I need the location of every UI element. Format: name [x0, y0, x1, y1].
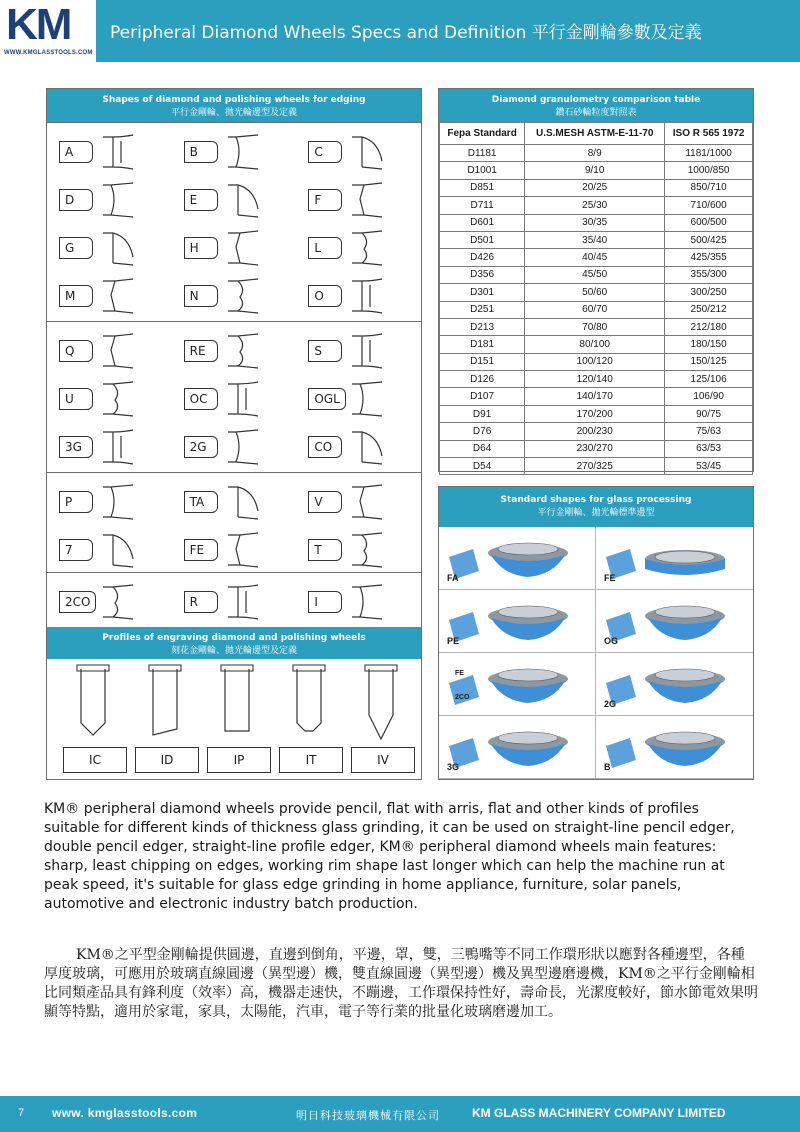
table-cell: 600/500	[665, 214, 753, 231]
table-cell: 230/270	[525, 440, 665, 457]
wheel-profile-drawing	[224, 227, 268, 269]
table-cell: D213	[440, 318, 525, 335]
shape-cell	[47, 523, 172, 571]
shape-section	[47, 321, 421, 472]
column-header-mesh: U.S.MESH ASTM-E-11-70	[525, 123, 665, 145]
shape-code-label: 3G	[59, 436, 93, 458]
table-cell: D64	[440, 440, 525, 457]
wheel-profile-drawing	[99, 275, 143, 317]
footer-website: www. kmglasstools.com	[52, 1106, 198, 1120]
table-row	[440, 266, 753, 283]
table-cell: 70/80	[525, 318, 665, 335]
shape-cell	[172, 575, 297, 623]
table-cell: D91	[440, 405, 525, 422]
table-cell: 53/45	[665, 458, 753, 475]
engraving-wheel-drawing	[285, 663, 335, 745]
table-cell: 140/170	[525, 388, 665, 405]
standard-shapes-panel	[438, 486, 754, 780]
standard-shape-tile	[596, 527, 753, 590]
glass-wheel-illustration	[600, 590, 750, 652]
shape-code-label: D	[59, 189, 93, 211]
wheel-profile-drawing	[348, 581, 392, 623]
wheel-profile-drawing	[99, 227, 143, 269]
standard-shape-tile	[439, 527, 596, 590]
standard-shape-label: PE	[447, 636, 460, 646]
standard-shape-label: FA	[447, 573, 459, 583]
engraving-code-label: IT	[279, 747, 343, 773]
table-row	[440, 301, 753, 318]
table-cell: 75/63	[665, 423, 753, 440]
glass-wheel-illustration	[443, 590, 593, 652]
shape-cell	[172, 324, 297, 372]
table-row	[440, 458, 753, 475]
standard-shapes-subtitle: 平行金剛輪、拋光輪標準邊型	[537, 508, 655, 518]
shape-cell	[47, 173, 172, 221]
wheel-profile-drawing	[348, 275, 392, 317]
table-cell: 25/30	[525, 197, 665, 214]
standard-shape-tile	[596, 653, 753, 716]
shape-code-label: 2CO	[59, 591, 96, 613]
engraving-profile	[63, 661, 133, 779]
shape-cell	[296, 173, 421, 221]
table-cell: D1001	[440, 162, 525, 179]
shape-cell	[172, 372, 297, 420]
shape-code-label: G	[59, 237, 93, 259]
shape-code-label: E	[184, 189, 218, 211]
wheel-profile-drawing	[348, 227, 392, 269]
table-cell: D1181	[440, 145, 525, 162]
table-cell: 35/40	[525, 231, 665, 248]
page-footer	[0, 1096, 800, 1132]
table-cell: D251	[440, 301, 525, 318]
glass-wheel-illustration	[600, 716, 750, 778]
wheel-profile-drawing	[99, 330, 143, 372]
shape-code-label: OC	[184, 388, 218, 410]
column-header-iso: ISO R 565 1972	[665, 123, 753, 145]
wheel-profile-drawing	[99, 426, 143, 468]
shape-code-label: FE	[184, 539, 218, 561]
table-cell: 100/120	[525, 353, 665, 370]
shape-cell	[172, 420, 297, 468]
table-cell: D301	[440, 284, 525, 301]
standard-shape-label: 2G	[604, 699, 617, 709]
table-cell: 120/140	[525, 371, 665, 388]
table-row	[440, 179, 753, 196]
shape-cell	[47, 221, 172, 269]
table-cell: 60/70	[525, 301, 665, 318]
table-row	[440, 145, 753, 162]
engraving-title: Profiles of engraving diamond and polishing wheels	[102, 633, 366, 643]
shape-code-label: 7	[59, 539, 93, 561]
wheel-profile-drawing	[224, 275, 268, 317]
granulometry-header	[439, 89, 753, 122]
wheel-profile-drawing	[224, 529, 268, 571]
table-row	[440, 214, 753, 231]
standard-shape-label: 2CO	[455, 694, 470, 701]
table-cell: D356	[440, 266, 525, 283]
wheel-profile-drawing	[224, 330, 268, 372]
shape-cell	[47, 324, 172, 372]
wheel-profile-drawing	[99, 131, 143, 173]
table-cell: 425/355	[665, 249, 753, 266]
table-cell: 9/10	[525, 162, 665, 179]
table-cell: 1000/850	[665, 162, 753, 179]
engraving-profile	[135, 661, 205, 779]
shape-code-label: O	[308, 285, 342, 307]
table-cell: 150/125	[665, 353, 753, 370]
table-row	[440, 353, 753, 370]
table-cell: 125/106	[665, 371, 753, 388]
shape-code-label: Q	[59, 340, 93, 362]
standard-shapes-header	[439, 487, 753, 527]
standard-shape-label: OG	[604, 636, 619, 646]
wheel-profile-drawing	[348, 529, 392, 571]
table-cell: 170/200	[525, 405, 665, 422]
engraving-profile	[207, 661, 277, 779]
table-cell: D711	[440, 197, 525, 214]
table-row	[440, 405, 753, 422]
shape-cell	[296, 475, 421, 523]
engraving-code-label: ID	[135, 747, 199, 773]
shape-code-label: V	[308, 491, 342, 513]
wheel-profile-drawing	[224, 426, 268, 468]
table-row	[440, 388, 753, 405]
shape-code-label: B	[184, 141, 218, 163]
glass-wheel-illustration	[443, 653, 593, 715]
column-header-fepa: Fepa Standard	[440, 123, 525, 145]
engraving-profile	[279, 661, 349, 779]
shape-cell	[172, 475, 297, 523]
table-cell: D426	[440, 249, 525, 266]
shape-cell	[296, 324, 421, 372]
table-row	[440, 371, 753, 388]
engraving-code-label: IC	[63, 747, 127, 773]
table-row	[440, 284, 753, 301]
table-cell: D126	[440, 371, 525, 388]
shape-code-label: R	[184, 591, 218, 613]
table-row	[440, 336, 753, 353]
standard-shape-label: B	[604, 762, 611, 772]
wheel-profile-drawing	[348, 131, 392, 173]
table-cell: 270/325	[525, 458, 665, 475]
table-cell: 90/75	[665, 405, 753, 422]
table-cell: 63/53	[665, 440, 753, 457]
table-cell: 45/50	[525, 266, 665, 283]
engraving-wheel-drawing	[141, 663, 191, 745]
shape-code-label: F	[308, 189, 342, 211]
shape-cell	[47, 269, 172, 317]
shape-code-label: C	[308, 141, 342, 163]
table-cell: 20/25	[525, 179, 665, 196]
wheel-profile-drawing	[99, 529, 143, 571]
table-cell: 50/60	[525, 284, 665, 301]
edging-shapes-header	[47, 89, 421, 122]
wheel-profile-drawing	[99, 481, 143, 523]
table-cell: D181	[440, 336, 525, 353]
shape-section	[47, 572, 421, 627]
shape-cell	[296, 269, 421, 317]
standard-shapes-title: Standard shapes for glass processing	[500, 495, 692, 505]
engraving-profile	[351, 661, 421, 779]
wheel-profile-drawing	[99, 581, 143, 623]
shape-cell	[47, 475, 172, 523]
description-english: KM® peripheral diamond wheels provide pencil, flat with arris, flat and other kinds of profiles suitable for different kinds of thickness glass grinding, it can be used on straight-line pencil edger, double pencil edger, straight-line profile edger, KM® peripheral diamond wheels main features: sharp, least chipping on edges, working rim shape last longer which can help the machine run at peak speed, it's suitable for glass edge grinding in home appliance, furniture, solar panels, automotive and electronic industry batch production.	[44, 801, 735, 912]
shape-cell	[172, 221, 297, 269]
table-header-row	[440, 123, 753, 145]
shape-cell	[172, 269, 297, 317]
edging-shapes-title: Shapes of diamond and polishing wheels for edging	[102, 95, 366, 105]
shape-code-label: H	[184, 237, 218, 259]
table-cell: 250/212	[665, 301, 753, 318]
shape-code-label: OGL	[308, 388, 345, 410]
engraving-wheel-drawing	[357, 663, 407, 745]
shape-cell	[172, 523, 297, 571]
granulometry-table	[439, 122, 753, 475]
table-cell: D54	[440, 458, 525, 475]
page-number: 7	[18, 1107, 25, 1119]
table-cell: 30/35	[525, 214, 665, 231]
standard-shape-label: FE	[604, 573, 616, 583]
wheel-profile-drawing	[99, 378, 143, 420]
shape-code-label: T	[308, 539, 342, 561]
shape-code-label: I	[308, 591, 342, 613]
shape-code-label: M	[59, 285, 93, 307]
table-row	[440, 249, 753, 266]
table-cell: 300/250	[665, 284, 753, 301]
standard-shapes-grid	[439, 527, 753, 779]
table-cell: 180/150	[665, 336, 753, 353]
table-cell: 40/45	[525, 249, 665, 266]
shape-cell	[172, 125, 297, 173]
glass-wheel-illustration	[600, 653, 750, 715]
table-cell: 500/425	[665, 231, 753, 248]
table-row	[440, 423, 753, 440]
granulometry-subtitle: 鑽石砂輪粒度對照表	[555, 108, 637, 118]
standard-shape-label: FE	[455, 670, 464, 677]
shape-cell	[47, 125, 172, 173]
table-row	[440, 197, 753, 214]
shape-cell	[296, 221, 421, 269]
shape-cell	[47, 575, 172, 623]
shape-cell	[296, 372, 421, 420]
engraving-wheel-drawing	[69, 663, 119, 745]
footer-company-chinese: 明日科技玻璃機械有限公司	[296, 1109, 440, 1122]
standard-shape-tile	[596, 716, 753, 779]
shape-code-label: P	[59, 491, 93, 513]
wheel-profile-drawing	[348, 330, 392, 372]
table-row	[440, 231, 753, 248]
shape-section	[47, 472, 421, 572]
shape-cell	[296, 523, 421, 571]
edging-shapes-panel	[46, 88, 422, 780]
table-cell: D107	[440, 388, 525, 405]
wheel-profile-drawing	[99, 179, 143, 221]
table-cell: 80/100	[525, 336, 665, 353]
shape-code-label: A	[59, 141, 93, 163]
shape-code-label: CO	[308, 436, 342, 458]
standard-shape-tile	[439, 716, 596, 779]
engraving-code-label: IV	[351, 747, 415, 773]
table-cell: 355/300	[665, 266, 753, 283]
table-cell: 200/230	[525, 423, 665, 440]
wheel-profile-drawing	[224, 131, 268, 173]
table-cell: 8/9	[525, 145, 665, 162]
wheel-profile-drawing	[224, 378, 268, 420]
shape-code-label: 2G	[184, 436, 218, 458]
shape-cell	[296, 575, 421, 623]
table-row	[440, 162, 753, 179]
shape-code-label: N	[184, 285, 218, 307]
table-cell: D501	[440, 231, 525, 248]
engraving-header	[47, 627, 421, 659]
shape-cell	[296, 125, 421, 173]
table-row	[440, 440, 753, 457]
wheel-profile-drawing	[224, 179, 268, 221]
table-cell: 106/90	[665, 388, 753, 405]
description-chinese: KM®之平型金剛輪提供圓邊，直邊到倒角，平邊，罩，雙，三鴨嘴等不同工作環形狀以應對各種邊型，各種厚度玻璃，可應用於玻璃直線圓邊（異型邊）機，雙直線圓邊（異型邊）機及異型邊磨邊機，KM®之平行金剛輪相比同類產品具有鋒利度（效率）高，機器走速快，不蹦邊，工作環保持性好，壽命長，光潔度較好，節水節電效果明顯等特點，適用於家電，家具，太陽能，汽車，電子等行業的批量化玻璃磨邊加工。	[44, 947, 758, 1020]
wheel-profile-drawing	[348, 426, 392, 468]
engraving-profiles	[47, 661, 421, 779]
table-cell: 1181/1000	[665, 145, 753, 162]
table-cell: D76	[440, 423, 525, 440]
footer-company-english: KM GLASS MACHINERY COMPANY LIMITED	[472, 1106, 726, 1120]
engraving-wheel-drawing	[213, 663, 263, 745]
shape-code-label: RE	[184, 340, 218, 362]
table-cell: 710/600	[665, 197, 753, 214]
company-logo	[0, 0, 96, 62]
wheel-profile-drawing	[348, 378, 392, 420]
page-header	[0, 0, 800, 62]
table-row	[440, 318, 753, 335]
wheel-profile-drawing	[348, 481, 392, 523]
engraving-code-label: IP	[207, 747, 271, 773]
standard-shape-label: 3G	[447, 762, 460, 772]
glass-wheel-illustration	[443, 527, 593, 589]
edging-shapes-subtitle: 平行金剛輪、拋光輪邊型及定義	[170, 108, 297, 118]
standard-shape-tile	[596, 590, 753, 653]
shape-cell	[47, 372, 172, 420]
shape-cell	[172, 173, 297, 221]
granulometry-title: Diamond granulometry comparison table	[491, 95, 701, 105]
engraving-subtitle: 刻花金剛輪、拋光輪邊型及定義	[170, 646, 297, 656]
page-title: Peripheral Diamond Wheels Specs and Definition 平行金剛輪參數及定義	[110, 23, 702, 43]
wheel-profile-drawing	[348, 179, 392, 221]
shape-code-label: L	[308, 237, 342, 259]
shape-cell	[47, 420, 172, 468]
table-cell: D601	[440, 214, 525, 231]
shape-code-label: S	[308, 340, 342, 362]
wheel-profile-drawing	[224, 581, 268, 623]
granulometry-panel	[438, 88, 754, 472]
logo-website: WWW.KMGLASSTOOLS.COM	[4, 50, 93, 56]
standard-shape-tile	[439, 653, 596, 716]
table-cell: 212/180	[665, 318, 753, 335]
wheel-profile-drawing	[224, 481, 268, 523]
shape-cell	[296, 420, 421, 468]
shape-code-label: TA	[184, 491, 218, 513]
shape-section	[47, 122, 421, 321]
logo-mark: KM	[6, 0, 71, 49]
table-cell: D151	[440, 353, 525, 370]
glass-wheel-illustration	[600, 527, 750, 589]
table-cell: D851	[440, 179, 525, 196]
table-cell: 850/710	[665, 179, 753, 196]
glass-wheel-illustration	[443, 716, 593, 778]
standard-shape-tile	[439, 590, 596, 653]
shape-code-label: U	[59, 388, 93, 410]
